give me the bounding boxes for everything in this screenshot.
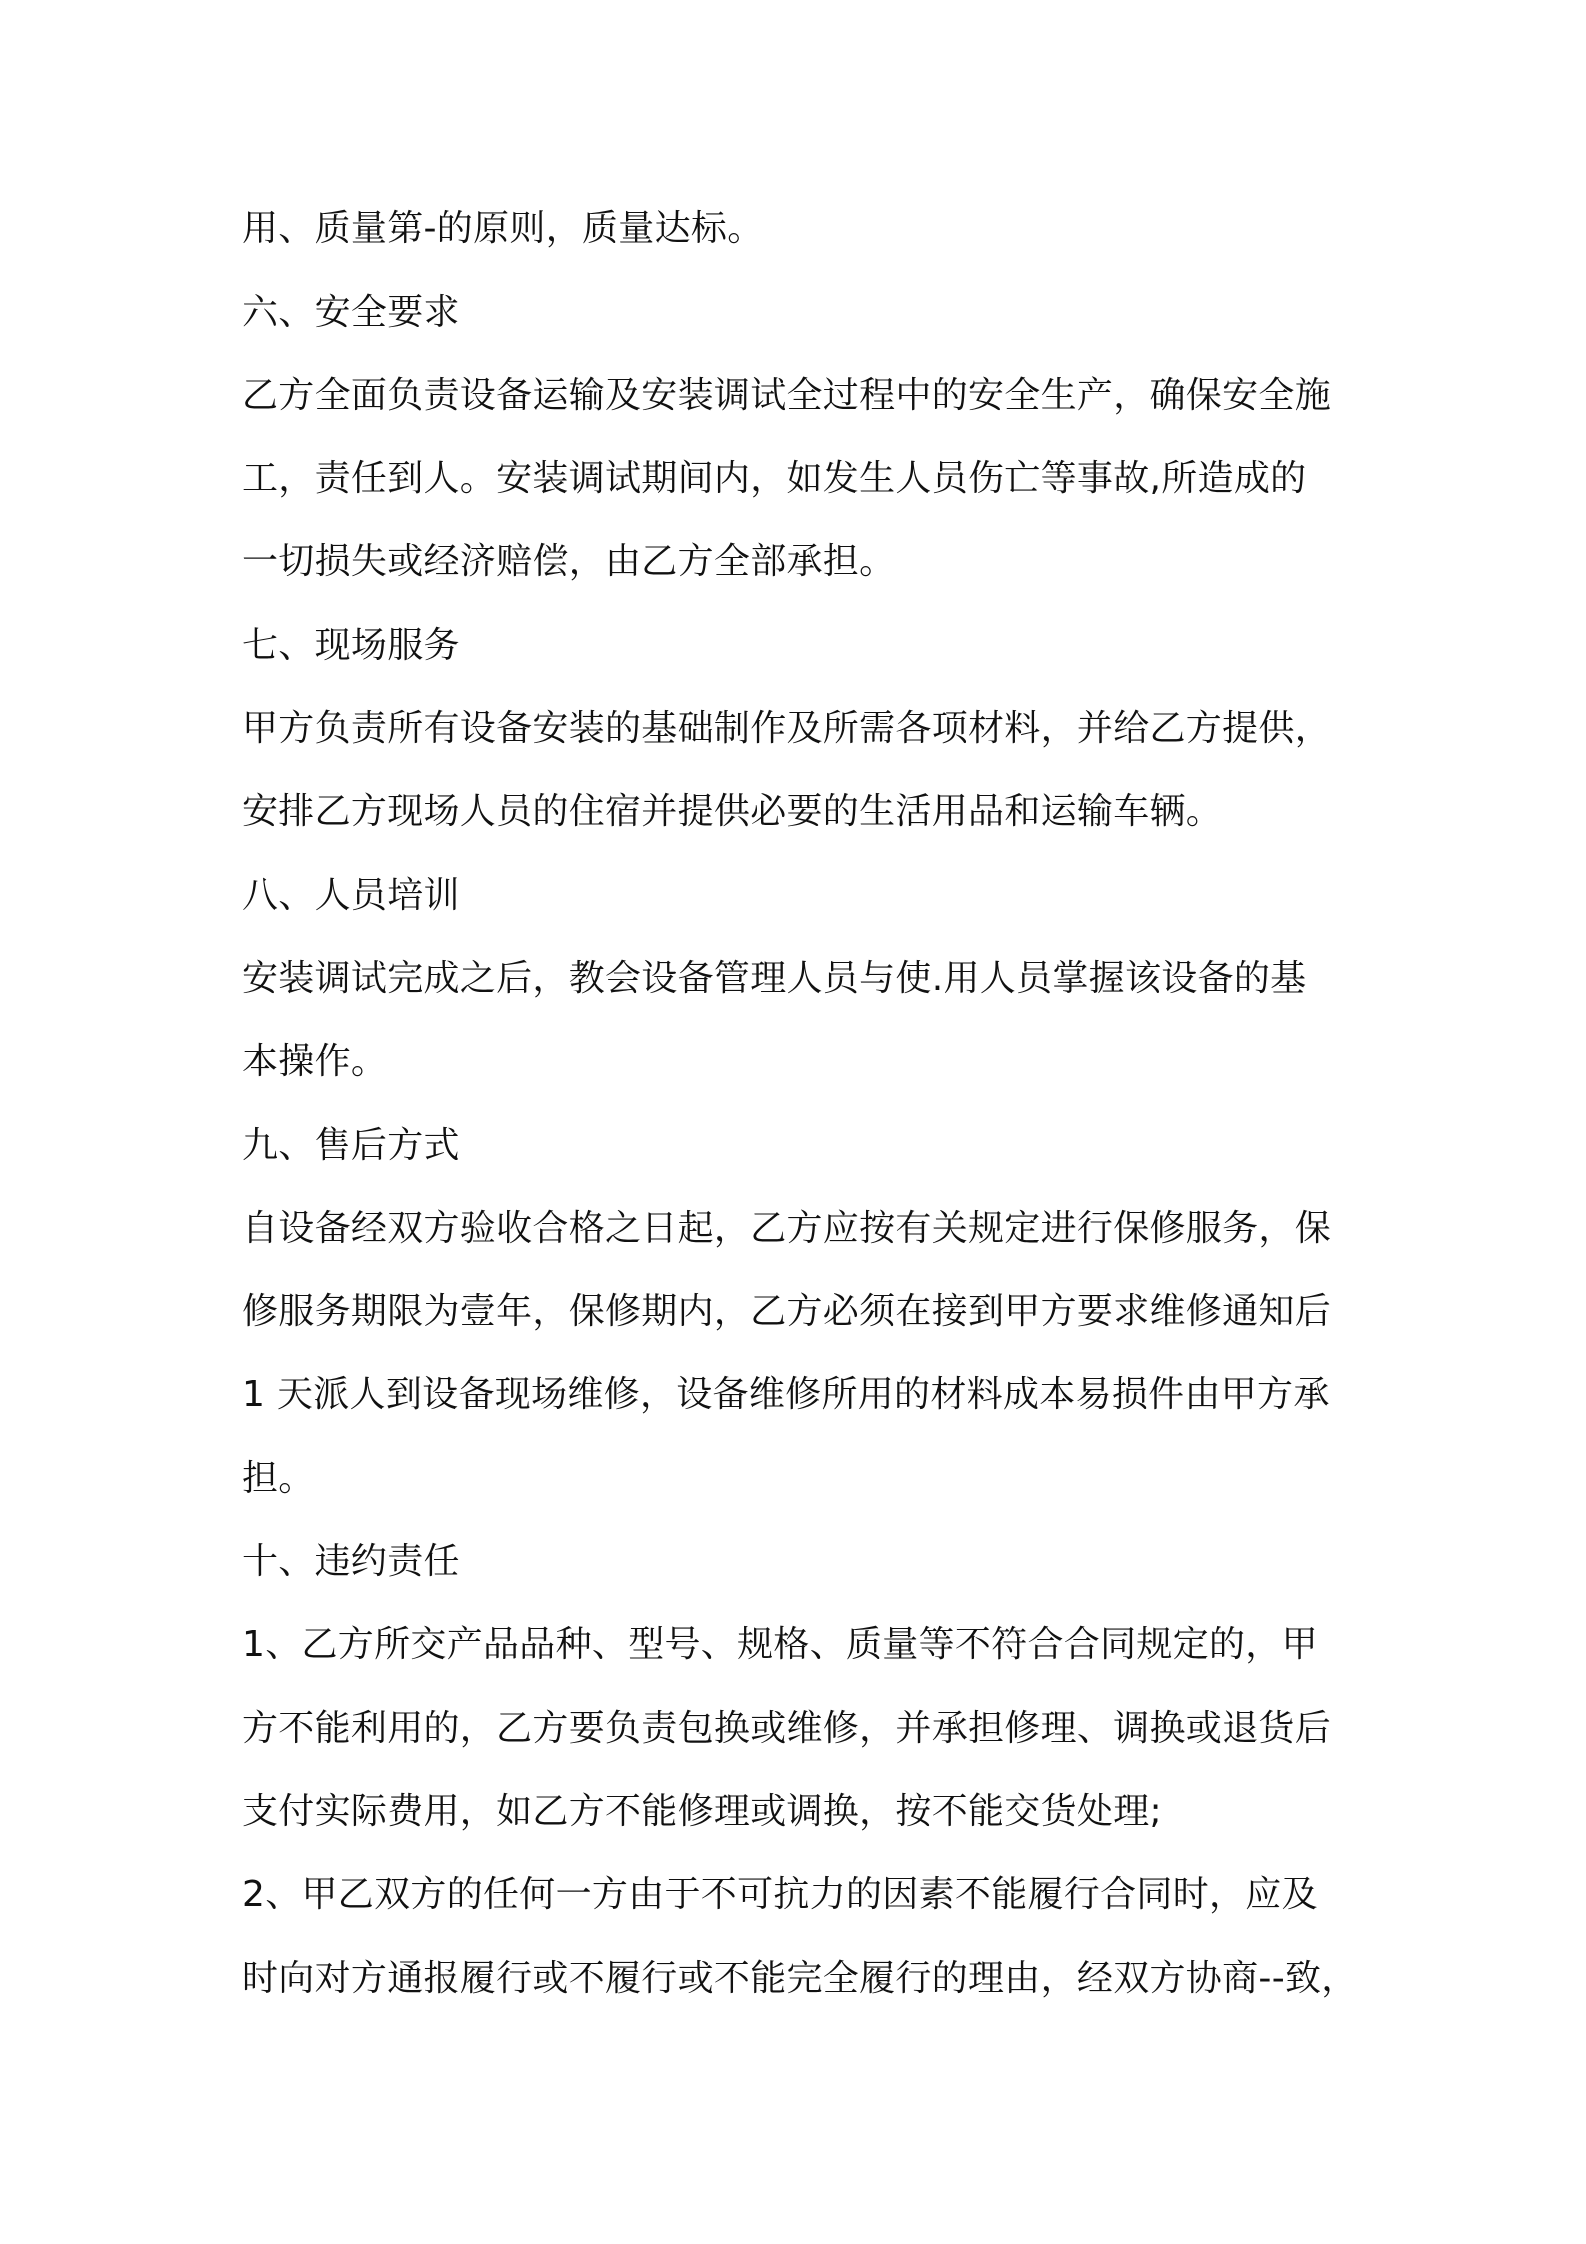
- section-heading: 九、售后方式: [242, 1125, 460, 1166]
- text-line: 一切损失或经济赔偿，由乙方全部承担。: [242, 541, 896, 582]
- text-line: 安装调试完成之后，教会设备管理人员与使.用人员掌握该设备的基: [242, 958, 1307, 999]
- section-heading: 八、人员培训: [242, 875, 460, 916]
- text-line: 用、质量第-的原则，质量达标。: [242, 208, 764, 249]
- text-line: 本操作。: [242, 1041, 388, 1082]
- text-line: 甲方负责所有设备安装的基础制作及所需各项材料，并给乙方提供，: [242, 708, 1332, 749]
- text-line: 修服务期限为壹年，保修期内，乙方必须在接到甲方要求维修通知后: [242, 1291, 1332, 1332]
- text-line: 乙方全面负责设备运输及安装调试全过程中的安全生产，确保安全施: [242, 375, 1332, 416]
- text-line: 工，责任到人。安装调试期间内，如发生人员伤亡等事故,所造成的: [242, 458, 1307, 499]
- text-line: 担。: [242, 1458, 315, 1499]
- text-line: 1、乙方所交产品品种、型号、规格、质量等不符合合同规定的，甲: [242, 1624, 1318, 1665]
- text-line: 2、甲乙双方的任何一方由于不可抗力的因素不能履行合同时，应及: [242, 1874, 1318, 1915]
- section-heading: 七、现场服务: [242, 625, 460, 666]
- section-heading: 六、安全要求: [242, 292, 460, 333]
- text-line: 安排乙方现场人员的住宿并提供必要的生活用品和运输车辆。: [242, 791, 1223, 832]
- text-line: 自设备经双方验收合格之日起，乙方应按有关规定进行保修服务，保: [242, 1208, 1332, 1249]
- text-line: 1 天派人到设备现场维修，设备维修所用的材料成本易损件由甲方承: [242, 1374, 1330, 1415]
- text-line: 支付实际费用，如乙方不能修理或调换，按不能交货处理;: [242, 1791, 1162, 1832]
- text-line: 方不能利用的，乙方要负责包换或维修，并承担修理、调换或退货后: [242, 1708, 1332, 1749]
- section-heading: 十、违约责任: [242, 1541, 460, 1582]
- text-line: 时向对方通报履行或不履行或不能完全履行的理由，经双方协商--致，: [242, 1958, 1358, 1999]
